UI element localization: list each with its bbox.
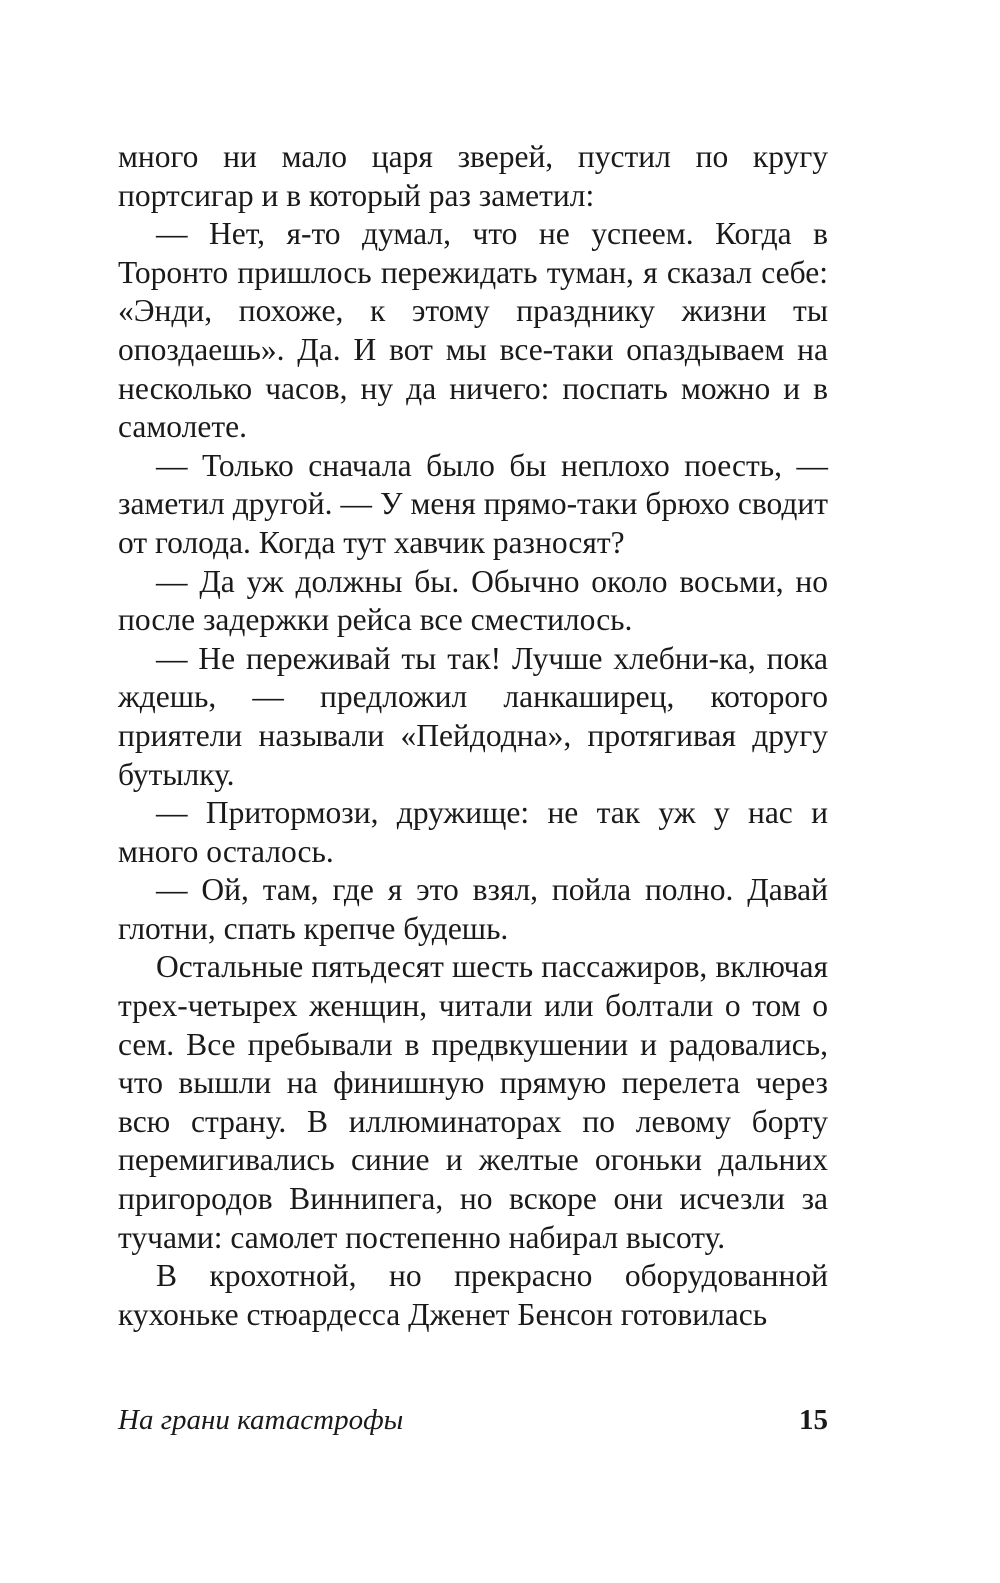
paragraph-3: — Только сначала было бы неплохо поесть, — заметил другой. — У меня прямо-таки брюхо сводит от голода. Когда тут хавчик разносят?: [118, 447, 828, 560]
paragraph-2: — Нет, я-то думал, что не успеем. Когда в Торонто пришлось пережидать туман, я сказал себе: «Энди, похоже, к этому празднику жизни ты опоздаешь». Да. И вот мы все-таки опаздываем на несколько часов, ну да ничего: поспать можно и в самолете.: [118, 216, 828, 445]
paragraph-5: — Не переживай ты так! Лучше хлебни-ка, пока ждешь, — предложил ланкаширец, которого приятели называли «Пейдодна», протягивая другу бутылку.: [118, 640, 828, 792]
page-footer: [118, 1400, 828, 1440]
page-number: 15: [799, 1404, 828, 1436]
paragraph-4: — Да уж должны бы. Обычно около восьми, но после задержки рейса все сместилось.: [118, 563, 828, 638]
body-text: [118, 138, 828, 1334]
paragraph-8: Остальные пятьдесят шесть пассажиров, включая трех-четырех женщин, читали или болтали о том о сем. Все пребывали в предвкушении и радовались, что вышли на финишную прямую перелета через всю страну. В иллюминаторах по левому борту перемигивались синие и желтые огоньки дальних пригородов Виннипега, но вскоре они исчезли за тучами: самолет постепенно набирал высоту.: [118, 949, 828, 1255]
paragraph-1: много ни мало царя зверей, пустил по кругу портсигар и в который раз заметил:: [118, 139, 828, 213]
running-title: На грани катастрофы: [118, 1404, 404, 1436]
paragraph-7: — Ой, там, где я это взял, пойла полно. Давай глотни, спать крепче будешь.: [118, 872, 828, 946]
paragraph-9: В крохотной, но прекрасно оборудованной кухоньке стюардесса Дженет Бенсон готовилась: [118, 1258, 828, 1332]
paragraph-6: — Притормози, дружище: не так уж у нас и много осталось.: [118, 795, 828, 869]
